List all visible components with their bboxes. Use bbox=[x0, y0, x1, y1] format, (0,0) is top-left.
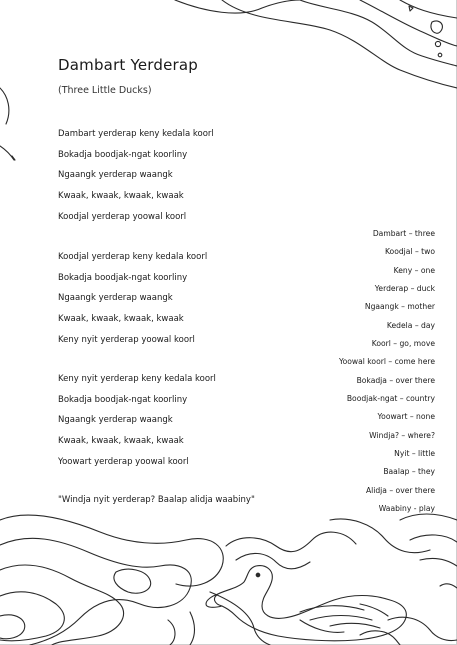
verse-1 bbox=[58, 128, 214, 231]
duck-illustration bbox=[206, 566, 406, 641]
verse-3 bbox=[58, 373, 216, 476]
glossary-item: Keny – one bbox=[393, 265, 435, 275]
glossary-item: Nyit – little bbox=[394, 449, 435, 459]
glossary-list bbox=[339, 228, 435, 522]
verse-line: Ngaangk yerderap waangk bbox=[58, 415, 173, 426]
glossary-item: Koodjal – two bbox=[384, 247, 435, 257]
glossary-item: Kedela – day bbox=[386, 320, 435, 330]
verse-line: Dambart yerderap keny kedala koorl bbox=[58, 129, 214, 139]
verse-line: Keny nyit yerderap yoowal koorl bbox=[58, 334, 195, 345]
glossary-item: Windja? – where? bbox=[369, 430, 435, 440]
glossary-item: Yoowart – none bbox=[377, 412, 435, 422]
verse-line: Bokadja boodjak-ngat koorliny bbox=[58, 394, 188, 405]
verse-line: Bokadja boodjak-ngat koorliny bbox=[58, 272, 188, 283]
glossary-item: Dambart – three bbox=[372, 229, 435, 238]
verse-line: Kwaak, kwaak, kwaak, kwaak bbox=[58, 191, 184, 202]
page-subtitle: (Three Little Ducks) bbox=[58, 85, 152, 96]
verse-line: Koodjal yerderap keny kedala koorl bbox=[58, 252, 208, 262]
glossary-item: Baalap – they bbox=[383, 467, 435, 477]
verse-line: Bokadja boodjak-ngat koorliny bbox=[58, 149, 188, 160]
glossary-item: Bokadja – over there bbox=[356, 375, 435, 385]
verse-line: Kwaak, kwaak, kwaak, kwaak bbox=[58, 314, 184, 325]
glossary-item: Koorl – go, move bbox=[371, 339, 435, 349]
page-title: Dambart Yerderap bbox=[58, 56, 199, 74]
verse-2 bbox=[58, 251, 207, 354]
glossary-item: Waabiny - play bbox=[378, 504, 435, 514]
glossary-item: Boodjak-ngat – country bbox=[346, 394, 435, 404]
verse-line: Ngaangk yerderap waangk bbox=[58, 293, 173, 304]
verse-line: Kwaak, kwaak, kwaak, kwaak bbox=[58, 436, 184, 447]
verse-line: Keny nyit yerderap keny kedala koorl bbox=[58, 374, 216, 384]
verse-line: Yoowart yerderap yoowal koorl bbox=[58, 456, 189, 467]
verse-line: Ngaangk yerderap waangk bbox=[58, 170, 173, 181]
verse-line: Koodjal yerderap yoowal koorl bbox=[58, 211, 187, 222]
closing-line: "Windja nyit yerderap? Baalap alidja waabiny" bbox=[58, 495, 255, 505]
glossary-item: Ngaangk – mother bbox=[364, 302, 435, 312]
glossary-item: Alidja – over there bbox=[365, 485, 435, 495]
glossary-item: Yoowal koorl – come here bbox=[339, 357, 435, 367]
glossary-item: Yerderap – duck bbox=[374, 284, 435, 294]
